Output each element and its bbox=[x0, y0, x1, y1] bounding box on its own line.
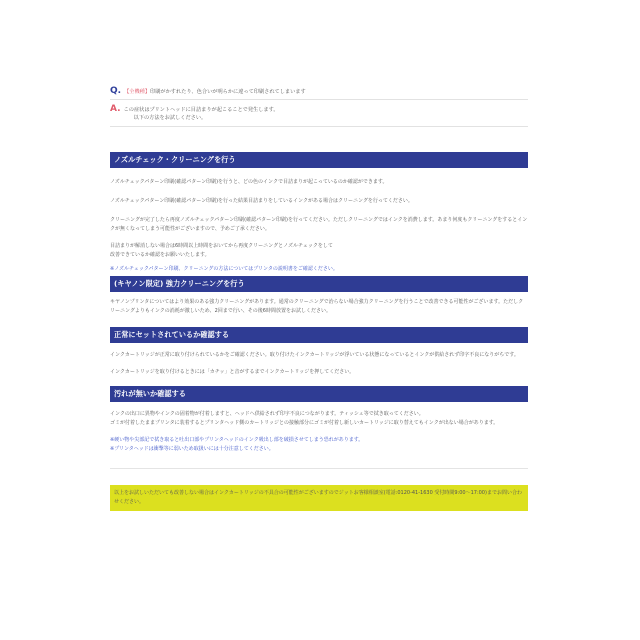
section-note: ※プリンタヘッドは衝撃等に弱いため取扱いには十分注意してください。 bbox=[110, 446, 274, 452]
question-tag: 【全機種】 bbox=[124, 89, 151, 95]
answer-text bbox=[124, 106, 279, 122]
section-paragraph: インクカートリッジを取り付けるときには「カチッ」と音がするまでインクカートリッジを押してください。 bbox=[110, 369, 355, 375]
section-dirt-check bbox=[110, 386, 528, 454]
section-paragraph: インクカートリッジが正常に取り付けられているかをご確認ください。取り付けたインクカートリッジが浮いている状態になっているとインクが供給されず印字不良になりがちです。 bbox=[110, 352, 519, 358]
section-paragraph: ノズルチェックパターン印刷(確認パターン印刷)を行った結果目詰まりをしているインクがある場合はクリーニングを行ってください。 bbox=[110, 198, 413, 204]
question-text bbox=[124, 88, 306, 96]
section-paragraph: インクの出口に異物やインクの固着物が付着しますと、ヘッドへ供給されず印字不良につながります。ティッシュ等で拭き取ってください。 ゴミが付着したままプリンタに装着するとプリンタヘッド側のカートリッジとの接触部分にゴミが付着し新しいカートリッジに取り替えてもインクが出ない場合があります。 bbox=[110, 411, 499, 426]
section-paragraph: クリーニングが完了したら再度ノズルチェックパターン印刷(確認パターン印刷)を行ってください。ただしクリーニングではインクを消費します。あまり何度もクリーニングをするとインクが無くなってしまう可能性がございますので、予めご了承ください。 bbox=[110, 217, 528, 232]
section-note: ※硬い物や尖部記で拭き取ると吐出口部やプリンタヘッドのインク吸出し部を破損させてしまう恐れがあります。 bbox=[110, 437, 364, 443]
section-nozzle-check bbox=[110, 152, 528, 274]
answer-row bbox=[110, 104, 528, 122]
qa-block bbox=[110, 86, 528, 127]
a-mark: A. bbox=[110, 104, 121, 114]
section-title: 正常にセットされているか確認する bbox=[110, 327, 528, 343]
section-paragraph: キヤノンプリンタについてはより効果のある強力クリーニングがあります。通常のクリーニングで治らない場合強力クリーニングを行うことで改善できる可能性がございます。ただしクリーニングよりもインクの消耗が激しいため、2回まで行い、その後6時間放置をお試しください。 bbox=[110, 299, 524, 314]
question-body: 印刷がかすれたり、色合いが明らかに違って印刷されてしまいます bbox=[150, 89, 306, 95]
footer-text: 以上をお試しいただいても改善しない場合はインクカートリッジの不具合の可能性がございますのでジットお客様相談室(電話:0120-41-1630 受付時間9:00〜17:00)までお問い合わせください。 bbox=[114, 490, 522, 505]
section-set-check bbox=[110, 327, 528, 377]
section-paragraph: ノズルチェックパターン印刷(確認パターン印刷)を行うと、どの色のインクで目詰まりが起こっているのか確認ができます。 bbox=[110, 179, 388, 185]
section-title: ノズルチェック・クリーニングを行う bbox=[110, 152, 528, 168]
section-paragraph: 目詰まりが解消しない場合は6時間以上時間をおいてから再度クリーニングとノズルチェックをして 改善できているか確認をお願いいたします。 bbox=[110, 243, 333, 258]
section-title: 汚れが無いか確認する bbox=[110, 386, 528, 402]
footer-divider bbox=[110, 468, 528, 469]
q-mark: Q. bbox=[110, 86, 122, 96]
section-note[interactable]: ※ノズルチェックパターン印刷、クリーニングの方法についてはプリンタの説明書をご確認ください。 bbox=[110, 266, 338, 272]
question-row bbox=[110, 86, 528, 96]
section-title: (キヤノン限定) 強力クリーニングを行う bbox=[110, 276, 528, 292]
answer-divider bbox=[110, 126, 528, 127]
answer-line-2: 以下の方法をお試しください。 bbox=[133, 115, 207, 121]
section-canon-cleaning bbox=[110, 276, 528, 316]
footer-notice bbox=[110, 485, 528, 511]
answer-line-1: この症状はプリントヘッドに目詰まりが起こることで発生します。 bbox=[123, 107, 279, 113]
faq-content bbox=[110, 86, 528, 511]
qa-divider bbox=[110, 99, 528, 100]
